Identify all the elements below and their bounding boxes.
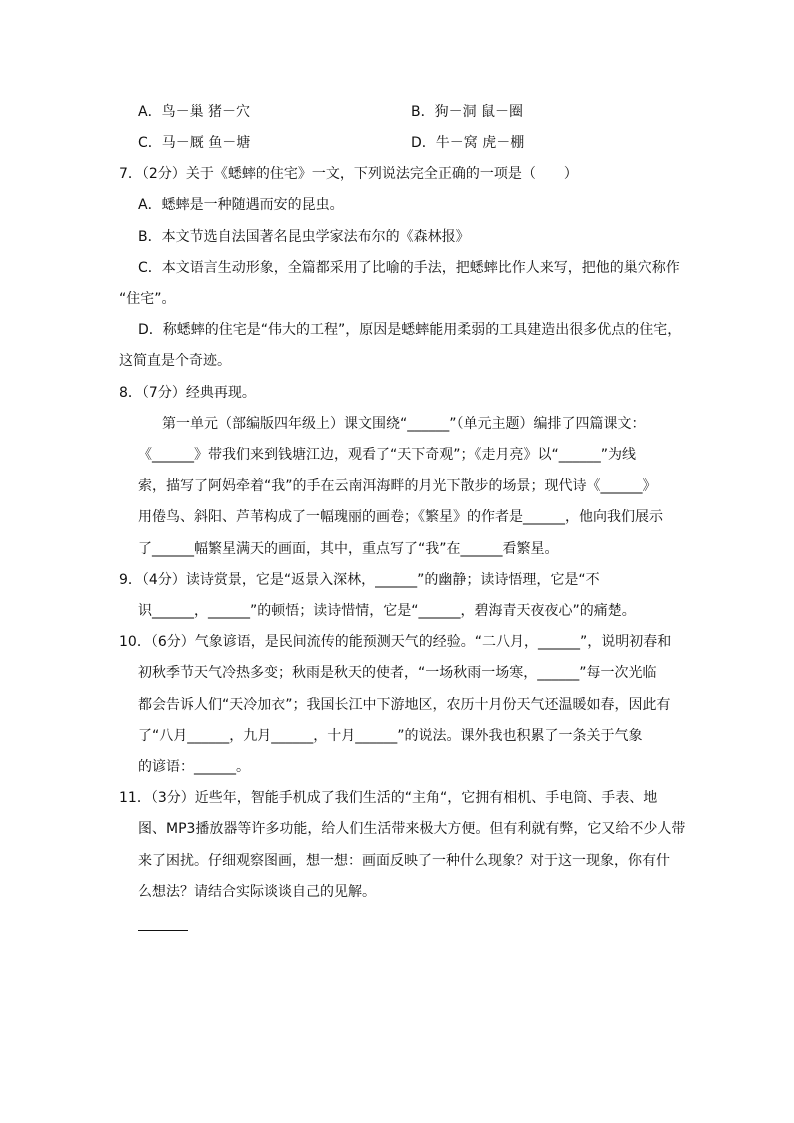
q11-line1: 11．（3分）近些年，智能手机成了我们生活的“主角“，它拥有相机、手电筒、手表、地: [119, 790, 658, 806]
q11-line4: 么想法？请结合实际谈谈自己的见解。: [138, 884, 376, 900]
q10-line5: 的谚语：______。: [138, 759, 250, 775]
q8-line1: 第一单元（部编版四年级上）课文围绕“______”（单元主题）编排了四篇课文：: [162, 416, 646, 432]
q7-option-b: B．本文节选自法国著名昆虫学家法布尔的《森林报》: [138, 229, 470, 245]
q7-option-c-line2: “住宅”。: [119, 291, 176, 307]
q9-line2: 识______，______”的顿悟；读诗惜情，它是“______，碧海青天夜夜心”的痛楚。: [138, 603, 636, 619]
q6-option-b: B．狗－洞 鼠－圈: [411, 104, 524, 120]
q8-line3: 索，描写了阿妈牵着“我”的手在云南洱海畔的月光下散步的场景；现代诗《______》: [138, 478, 657, 494]
q11-line2: 图、MP3播放器等许多功能，给人们生活带来极大方便。但有利就有弊，它又给不少人带: [138, 821, 686, 837]
q11-answer-blank[interactable]: [138, 930, 188, 931]
q9-line1: 9．（4分）读诗赏景，它是“返景入深林，______”的幽静；读诗悟理，它是“不: [119, 572, 600, 588]
q7-stem: 7．（2分）关于《蟋蟀的住宅》一文，下列说法完全正确的一项是（ ）: [119, 166, 578, 182]
q8-line5: 了______幅繁星满天的画面，其中，重点写了“我”在______看繁星。: [138, 541, 559, 557]
q6-option-d: D．牛－窝 虎－棚: [411, 135, 525, 151]
q10-line1: 10．（6分）气象谚语，是民间流传的能预测天气的经验。“二八月，______”，说明初春和: [119, 634, 672, 650]
q10-line2: 初秋季节天气冷热多变；秋雨是秋天的使者，“一场秋雨一场寒，______”每一次光临: [138, 665, 657, 681]
q6-option-a: A．鸟－巢 猪－穴: [138, 104, 251, 120]
q7-option-a: A．蟋蟀是一种随遇而安的昆虫。: [138, 197, 344, 213]
q8-line4: 用倦鸟、斜阳、芦苇构成了一幅瑰丽的画卷；《繁星》的作者是______，他向我们展示: [138, 509, 663, 525]
q6-option-c: C．马－厩 鱼－塘: [138, 135, 251, 151]
q7-option-d-line1: D．称蟋蟀的住宅是“伟大的工程”，原因是蟋蟀能用柔弱的工具建造出很多优点的住宅，: [138, 322, 682, 338]
q7-option-d-line2: 这简直是个奇迹。: [119, 353, 231, 369]
q7-option-c-line1: C．本文语言生动形象，全篇都采用了比喻的手法，把蟋蟀比作人来写，把他的巢穴称作: [138, 260, 680, 276]
q10-line4: 了“八月______，九月______，十月______”的说法。课外我也积累了一条关于气象: [138, 728, 643, 744]
q10-line3: 都会告诉人们“天冷加衣”；我国长江中下游地区，农历十月份天气还温暖如春，因此有: [138, 697, 671, 713]
q8-line2: 《______》带我们来到钱塘江边，观看了“天下奇观”；《走月亮》以“______”为线: [138, 447, 637, 463]
q11-line3: 来了困扰。仔细观察图画，想一想：画面反映了一种什么现象？对于这一现象，你有什: [138, 853, 670, 869]
q8-stem: 8．（7分）经典再现。: [119, 385, 256, 401]
